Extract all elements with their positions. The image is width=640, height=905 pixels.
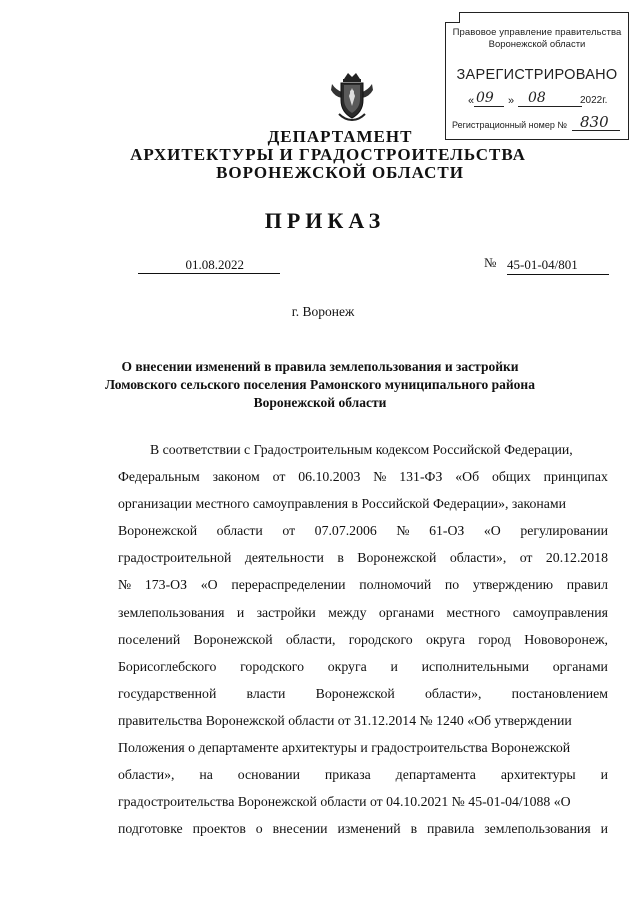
body-word: основании [237,767,301,783]
body-line [118,571,608,598]
body-word: исполнительными [421,658,529,674]
department-title-line2: АРХИТЕКТУРЫ И ГРАДОСТРОИТЕЛЬСТВА [130,145,526,164]
registration-stamp [445,12,629,140]
body-word: № [396,523,410,539]
body-word: местного [446,604,501,620]
body-word: 61-ОЗ [429,523,465,539]
body-word: 06.10.2003 [298,469,361,485]
body-word: Федеральным [118,469,200,485]
body-word: органами [378,604,435,620]
body-word: принципах [543,469,608,485]
body-line [118,599,608,626]
body-word: Воронежской [357,550,437,566]
body-line [118,734,608,761]
number-sign: № [484,255,497,270]
body-word: по [444,577,460,593]
body-line [118,544,608,571]
body-word: землепользования [484,821,591,837]
body-line [118,626,608,653]
stamp-date-year: 2022г. [580,95,608,106]
body-word: внесении [272,821,328,837]
department-title-line3: ВОРОНЕЖСКОЙ ОБЛАСТИ [216,163,464,182]
body-word: в [337,550,344,566]
body-word: от [519,550,533,566]
body-word: области», [449,550,507,566]
body-word: № [373,469,387,485]
body-word: «Об [455,469,480,485]
body-word: и [236,604,245,620]
body-word: 131-ФЗ [399,469,443,485]
body-word: от [272,469,286,485]
body-word: области», [118,767,175,783]
body-word: правила [427,821,475,837]
order-body-text [118,436,608,842]
body-word: между [328,604,367,620]
stamp-date: « 09 » 08 2022г. [468,90,608,107]
body-word: регулировании [520,523,608,539]
body-word: от [282,523,296,539]
body-word: и [600,821,608,837]
body-word: подготовке [118,821,183,837]
body-word: Нововоронеж, [524,631,608,647]
body-word: В соответствии с Градостроительным кодексом Российской Федерации, [150,442,573,457]
stamp-corner-mark [445,12,460,23]
body-word: 20.12.2018 [545,550,608,566]
body-word: Воронежской [315,685,395,701]
body-word: изменений [337,821,401,837]
order-date: 01.08.2022 [138,256,280,274]
stamp-authority-line2: Воронежской области [488,39,586,50]
body-word: Борисоглебского [118,658,217,674]
body-word: Положения о департаменте архитектуры и градостроительства Воронежской [118,740,571,756]
stamp-reg-number: 830 [580,113,609,131]
stamp-date-day: 09 [476,90,494,106]
body-word: общих [491,469,531,485]
body-line [118,815,608,842]
body-word: законом [212,469,260,485]
body-word: землепользования [118,604,225,620]
body-word: № [118,577,132,593]
body-word: перераспределении [231,577,346,593]
body-word: государственной [118,685,217,701]
body-word: градостроительной [118,550,232,566]
city-of-issue: г. Воронеж [291,304,355,319]
body-word: приказа [324,767,371,783]
body-word: градостроительства Воронежской области от 04.10.2021 № 45-01-04/1088 «О [118,794,571,810]
order-number-field [484,256,614,274]
body-word: департамента [395,767,476,783]
body-word: утверждению [472,577,554,593]
body-word: органами [552,658,608,674]
stamp-authority-line1: Правовое управление правительства [452,27,622,38]
body-line [118,436,608,463]
subject-line: Ломовского сельского поселения Рамонского муниципального района [105,377,535,392]
stamp-date-month: 08 [528,90,546,106]
body-word: 07.07.2006 [314,523,377,539]
body-word: полномочий [359,577,432,593]
body-word: и [390,658,398,674]
body-word: на [199,767,213,783]
body-word: о [255,821,263,837]
body-word: области [216,523,263,539]
body-line [118,680,608,707]
order-subject [90,358,550,412]
body-word: власти [246,685,286,701]
stamp-reg-label: Регистрационный номер № [452,120,568,130]
body-word: «О [483,523,501,539]
body-word: поселений [118,631,181,647]
body-word: области, [285,631,336,647]
document-type-title: ПРИКАЗ [264,208,386,233]
body-word: организации местного самоуправления в Российской Федерации», законами [118,496,567,512]
body-word: правил [566,577,608,593]
body-word: Воронежской [118,523,198,539]
coat-of-arms-icon [330,70,374,122]
body-word: постановлением [511,685,608,701]
subject-line: О внесении изменений в правила землепользования и застройки [121,359,519,374]
body-word: городского [240,658,304,674]
body-line [118,490,608,517]
body-word: округа [327,658,367,674]
body-line [118,653,608,680]
body-word: самоуправления [512,604,608,620]
body-word: архитектуры [500,767,576,783]
body-line [118,463,608,490]
body-word: «О [200,577,218,593]
body-word: проектов [192,821,246,837]
body-line [118,707,608,734]
stamp-registered-label: ЗАРЕГИСТРИРОВАНО [456,67,618,83]
body-word: Воронежской [193,631,273,647]
body-word: 173-ОЗ [144,577,188,593]
body-word: и [600,767,608,783]
body-word: город [478,631,511,647]
subject-line: Воронежской области [253,395,387,410]
body-word: правительства Воронежской области от 31.12.2014 № 1240 «Об утверждении [118,712,572,728]
body-word: области», [424,685,482,701]
body-line [118,788,608,815]
body-word: застройки [256,604,316,620]
body-line [118,761,608,788]
body-word: городского [348,631,413,647]
department-title-line1: ДЕПАРТАМЕНТ [267,127,413,146]
body-word: в [410,821,418,837]
body-line [118,517,608,544]
order-number: 45-01-04/801 [507,256,609,275]
body-word: округа [425,631,465,647]
body-word: деятельности [244,550,324,566]
